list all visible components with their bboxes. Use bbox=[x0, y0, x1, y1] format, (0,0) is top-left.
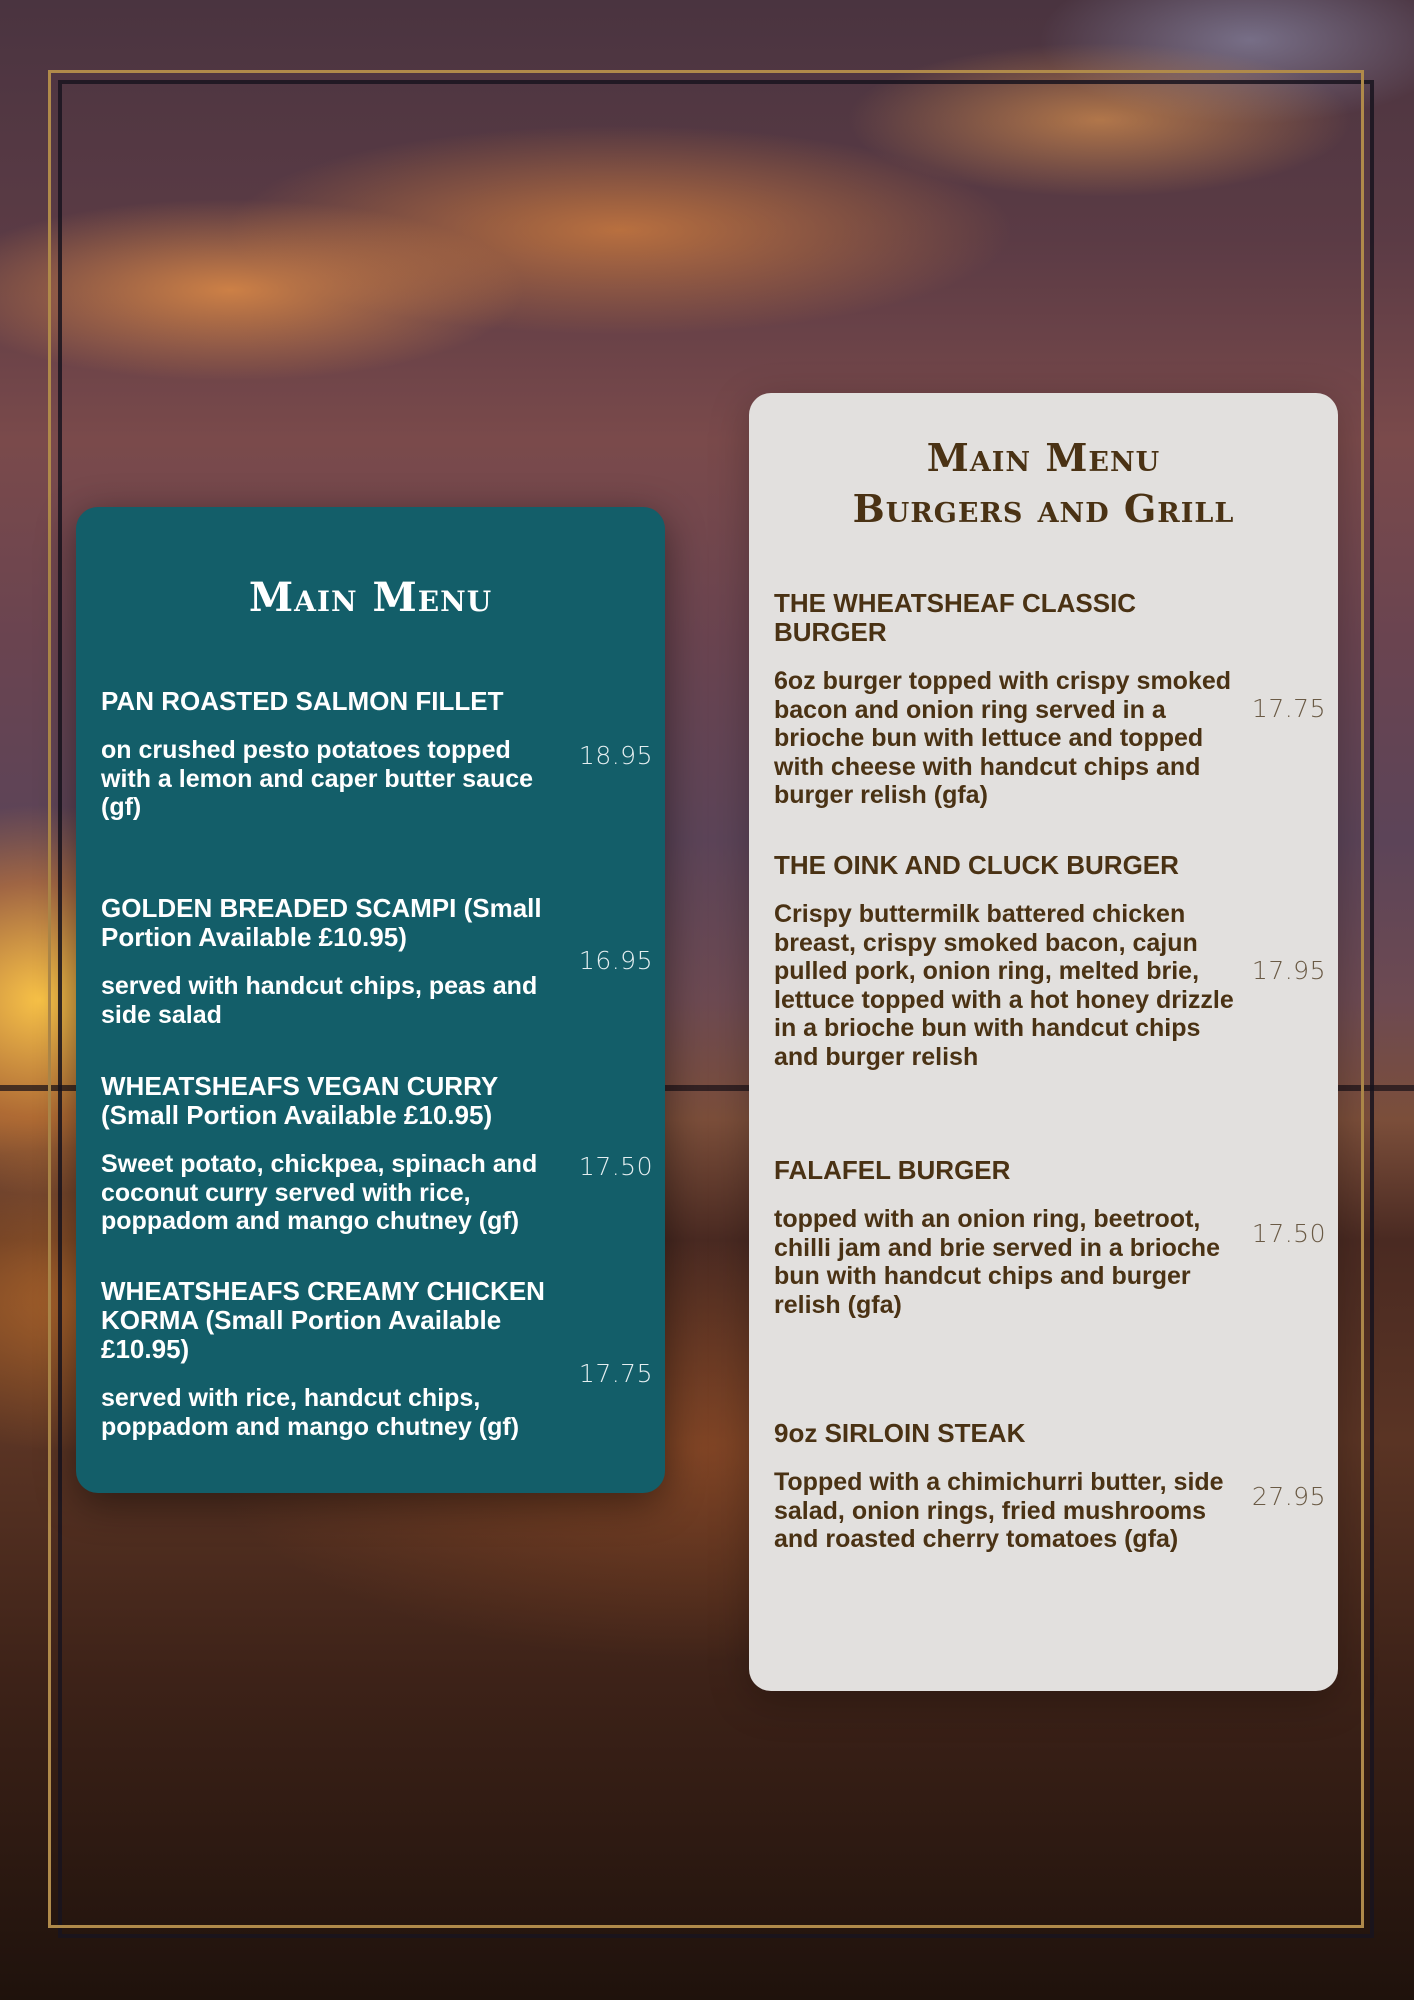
item-price: 17.50 bbox=[578, 1152, 653, 1181]
item-description: 6oz burger topped with crispy smoked bacon and onion ring served in a brioche bun with lettuce and topped with cheese with handcut chips and burger relish (gfa) bbox=[774, 667, 1232, 809]
item-name: WHEATSHEAFS CREAMY CHICKEN KORMA (Small Portion Available £10.95) bbox=[101, 1276, 545, 1364]
item-price: 17.75 bbox=[578, 1359, 653, 1388]
item-name: 9oz SIRLOIN STEAK bbox=[774, 1418, 1026, 1448]
right-menu-panel bbox=[749, 393, 1338, 1691]
item-name: PAN ROASTED SALMON FILLET bbox=[101, 686, 504, 716]
menu-item-classic-burger bbox=[774, 589, 1338, 810]
right-panel-title: Main Menu bbox=[926, 435, 1161, 480]
item-description: served with handcut chips, peas and side salad bbox=[101, 972, 538, 1029]
menu-item-scampi bbox=[101, 894, 665, 1029]
item-name: FALAFEL BURGER bbox=[774, 1155, 1011, 1185]
item-price: 18.95 bbox=[578, 741, 653, 770]
item-name: THE OINK AND CLUCK BURGER bbox=[774, 850, 1179, 880]
left-menu-panel bbox=[76, 507, 665, 1493]
item-price: 27.95 bbox=[1251, 1482, 1326, 1511]
left-panel-title: Main Menu bbox=[248, 574, 493, 621]
item-description: Sweet potato, chickpea, spinach and coconut curry served with rice, poppadom and mango chutney (gf) bbox=[101, 1150, 538, 1235]
item-description: Crispy buttermilk battered chicken breast, crispy smoked bacon, cajun pulled pork, onion ring, melted brie, lettuce topped with a hot honey drizzle in a brioche bun with handcut chips and burger relish bbox=[774, 900, 1234, 1071]
menu-item-oink-cluck-burger bbox=[774, 851, 1338, 1071]
menu-item-falafel-burger bbox=[774, 1156, 1338, 1319]
item-price: 16.95 bbox=[578, 946, 653, 975]
item-description: Topped with a chimichurri butter, side salad, onion rings, fried mushrooms and roasted cherry tomatoes (gfa) bbox=[774, 1468, 1224, 1553]
item-description: served with rice, handcut chips, poppadom and mango chutney (gf) bbox=[101, 1384, 520, 1441]
menu-item-vegan-curry bbox=[101, 1072, 665, 1236]
menu-item-chicken-korma bbox=[101, 1277, 665, 1441]
item-price: 17.75 bbox=[1251, 694, 1326, 723]
item-name: GOLDEN BREADED SCAMPI (Small Portion Available £10.95) bbox=[101, 893, 542, 952]
menu-item-sirloin-steak bbox=[774, 1419, 1338, 1554]
right-panel-subtitle: Burgers and Grill bbox=[852, 486, 1235, 531]
item-description: topped with an onion ring, beetroot, chilli jam and brie served in a brioche bun with handcut chips and burger relish (gfa) bbox=[774, 1205, 1220, 1319]
item-price: 17.50 bbox=[1251, 1219, 1326, 1248]
item-name: THE WHEATSHEAF CLASSIC BURGER bbox=[774, 588, 1137, 647]
item-name: WHEATSHEAFS VEGAN CURRY (Small Portion Available £10.95) bbox=[101, 1071, 498, 1130]
menu-item-salmon bbox=[101, 687, 665, 822]
item-description: on crushed pesto potatoes topped with a lemon and caper butter sauce (gf) bbox=[101, 736, 534, 821]
item-price: 17.95 bbox=[1251, 956, 1326, 985]
